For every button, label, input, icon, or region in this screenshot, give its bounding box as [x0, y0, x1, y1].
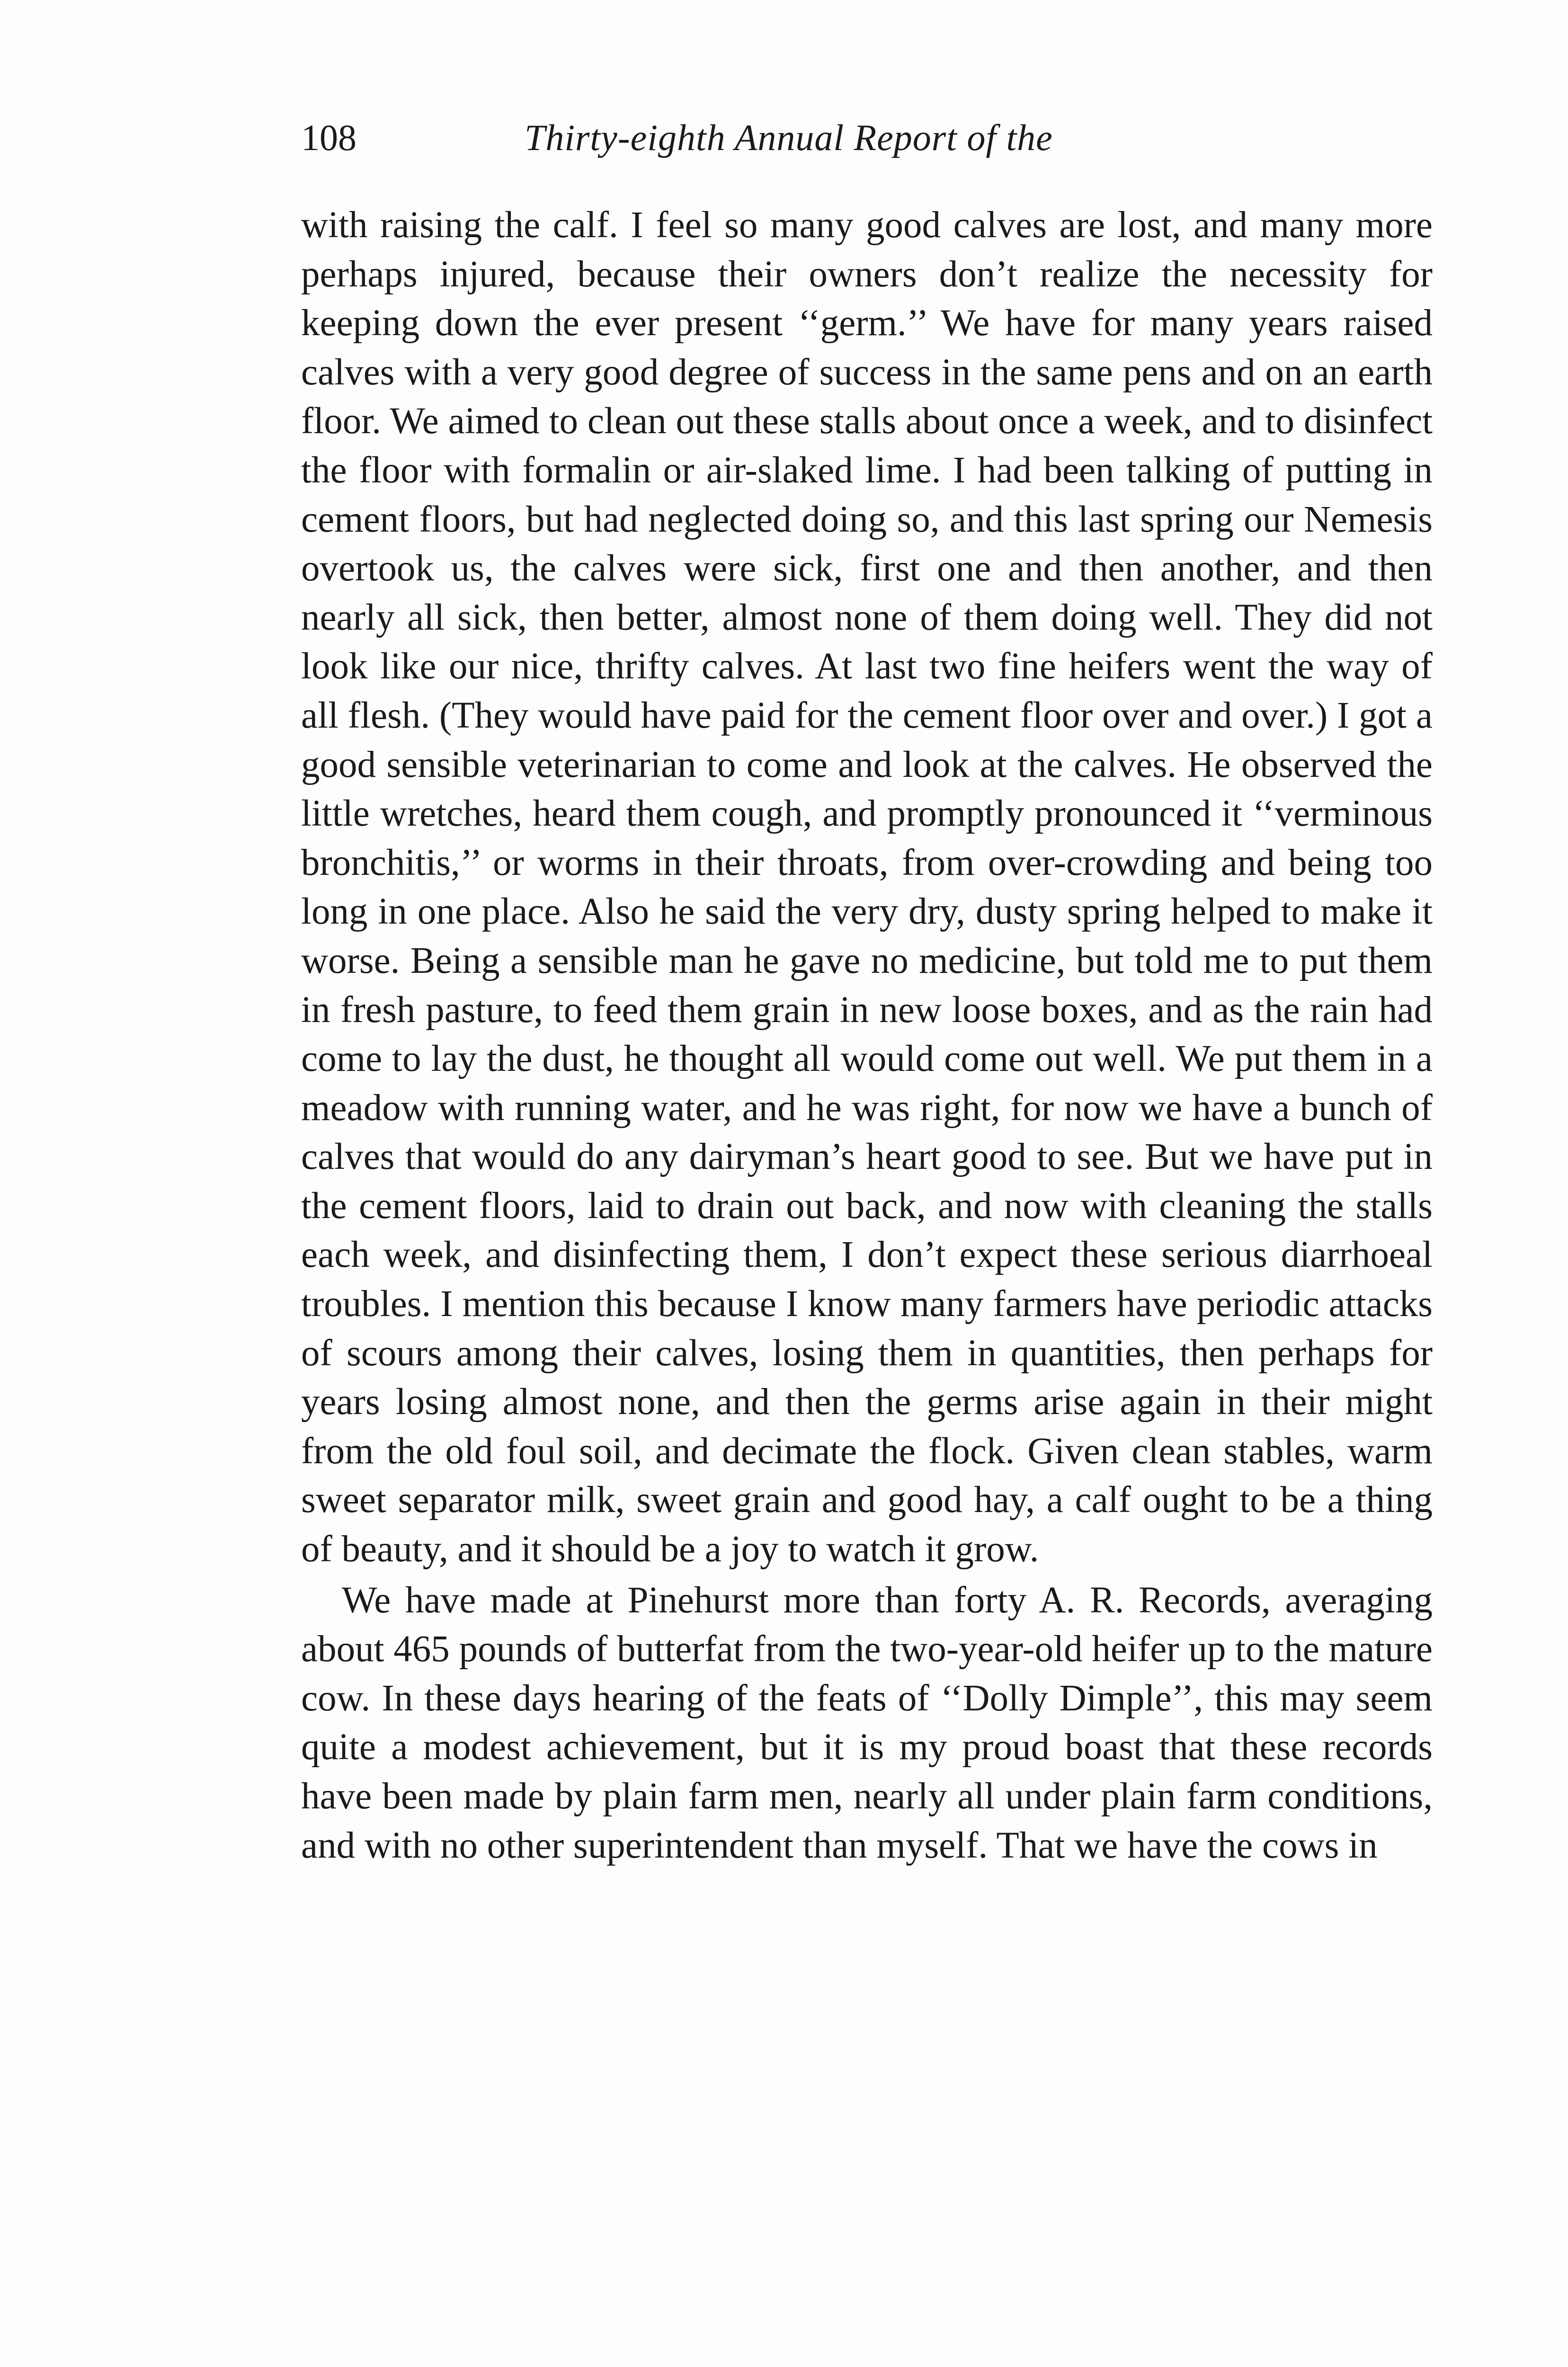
body-text: [301, 201, 1433, 1870]
paragraph-pinehurst-records: We have made at Pinehurst more than forty A. R. Records, averaging about 465 pounds of butterfat from the two-year-old heifer up to the mature cow. In these days hearing of the feats of ‘‘Dolly Dimple’’, this may seem quite a modest achievement, but it is my proud boast that these records have been made by plain farm men, nearly all under plain farm conditions, and with no other superintendent than myself. That we have the cows in: [301, 1579, 1433, 1866]
paragraph-continued: with raising the calf. I feel so many good calves are lost, and many more perhaps injured, because their owners don’t realize the necessity for keeping down the ever present ‘‘germ.’’ We have for many years raised calves with a very good degree of success in the same pens and on an earth floor. We aimed to clean out these stalls about once a week, and to disinfect the floor with formalin or air-slaked lime. I had been talking of putting in cement floors, but had neglected doing so, and this last spring our Nemesis overtook us, the calves were sick, first one and then another, and then nearly all sick, then better, almost none of them doing well. They did not look like our nice, thrifty calves. At last two fine heifers went the way of all flesh. (They would have paid for the cement floor over and over.) I got a good sensible veterinarian to come and look at the calves. He observed the little wretches, heard them cough, and promptly pronounced it ‘‘verminous bronchitis,’’ or worms in their throats, from over-crowding and being too long in one place. Also he said the very dry, dusty spring helped to make it worse. Being a sensible man he gave no medicine, but told me to put them in fresh pasture, to feed them grain in new loose boxes, and as the rain had come to lay the dust, he thought all would come out well. We put them in a meadow with running water, and he was right, for now we have a bunch of calves that would do any dairyman’s heart good to see. But we have put in the cement floors, laid to drain out back, and now with cleaning the stalls each week, and disinfecting them, I don’t expect these serious diarrhoeal troubles. I mention this because I know many farmers have periodic attacks of scours among their calves, losing them in quantities, then perhaps for years losing almost none, and then the germs arise again in their might from the old foul soil, and decimate the flock. Given clean stables, warm sweet separator milk, sweet grain and good hay, a calf ought to be a thing of beauty, and it should be a joy to watch it grow.: [301, 205, 1433, 1570]
running-header: [301, 112, 1433, 164]
page-number: 108: [301, 117, 356, 158]
running-title: Thirty-eighth Annual Report of the: [525, 117, 1053, 158]
